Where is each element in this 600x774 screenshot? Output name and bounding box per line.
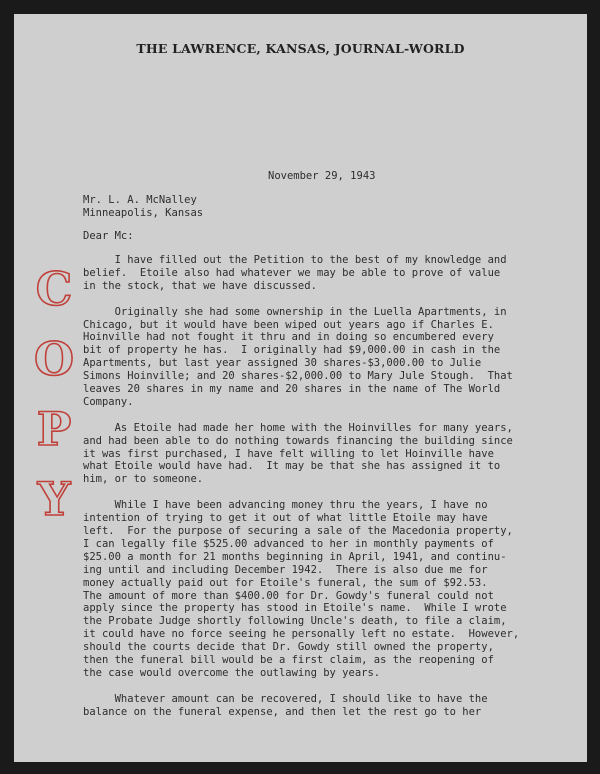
body-paragraph: While I have been advancing money thru the years, I have no intention of trying to get it out of what little Etoile may have left. For the purpose of securing a sale of the Macedonia property, I can legally file $525.00 advanced to her in monthly payments of $25.00 a month for 21 months beginning in April, 1941, and continu- ing until and including December 1942. There is also due me for money actually paid out for Etoile's funeral, the sum of $92.53. The amount of more than $400.00 for Dr. Gowdy's funeral could not apply since the property has stood in Etoile's name. While I wrote the Probate Judge shortly following Uncle's death, to file a claim, it could have no force seeing he personally left no estate. However, should the courts decide that Dr. Gowdy still owned the property, then the funeral bill would be a first claim, as the reopening of the case would overcome the outlawing by years. [83,499,520,679]
copy-stamp [34,254,74,534]
letter-body [83,254,553,731]
stamp-letter: P [36,402,72,456]
body-paragraph: Originally she had some ownership in the Luella Apartments, in Chicago, but it would have been wiped out years ago if Charles E. Hoinville had not fought it thru and in doing so encumbered every bit of property he has. I originally had $9,000.00 in cash in the Apartments, but last year assigned 30 shares-$3,000.00 to Julie Simons Hoinville; and 20 shares-$2,000.00 to Mary Jule Stough. That leaves 20 shares in my name and 20 shares in the name of The World Company. [83,305,513,408]
letterhead: THE LAWRENCE, KANSAS, JOURNAL-WORLD [136,41,465,56]
salutation: Dear Mc: [83,230,134,242]
body-paragraph: Whatever amount can be recovered, I should like to have the balance on the funeral expense, and then let the rest go to her [83,692,488,718]
stamp-letter: O [34,332,75,386]
letter-page [14,14,587,762]
body-paragraph: As Etoile had made her home with the Hoinvilles for many years, and had been able to do nothing towards financing the building since it was first purchased, I have felt willing to let Hoinville have what Etoile would have had. It may be that she has assigned it to him, or to someone. [83,421,513,486]
body-paragraph: I have filled out the Petition to the best of my knowledge and belief. Etoile also had whatever we may be able to prove of value in the stock, that we have discussed. [83,254,507,292]
letter-date: November 29, 1943 [268,170,376,182]
recipient-location: Minneapolis, Kansas [83,206,204,219]
recipient-address [83,194,203,220]
stamp-letter: C [35,262,73,316]
stamp-letter: Y [37,472,71,526]
recipient-name: Mr. L. A. McNalley [83,194,197,206]
